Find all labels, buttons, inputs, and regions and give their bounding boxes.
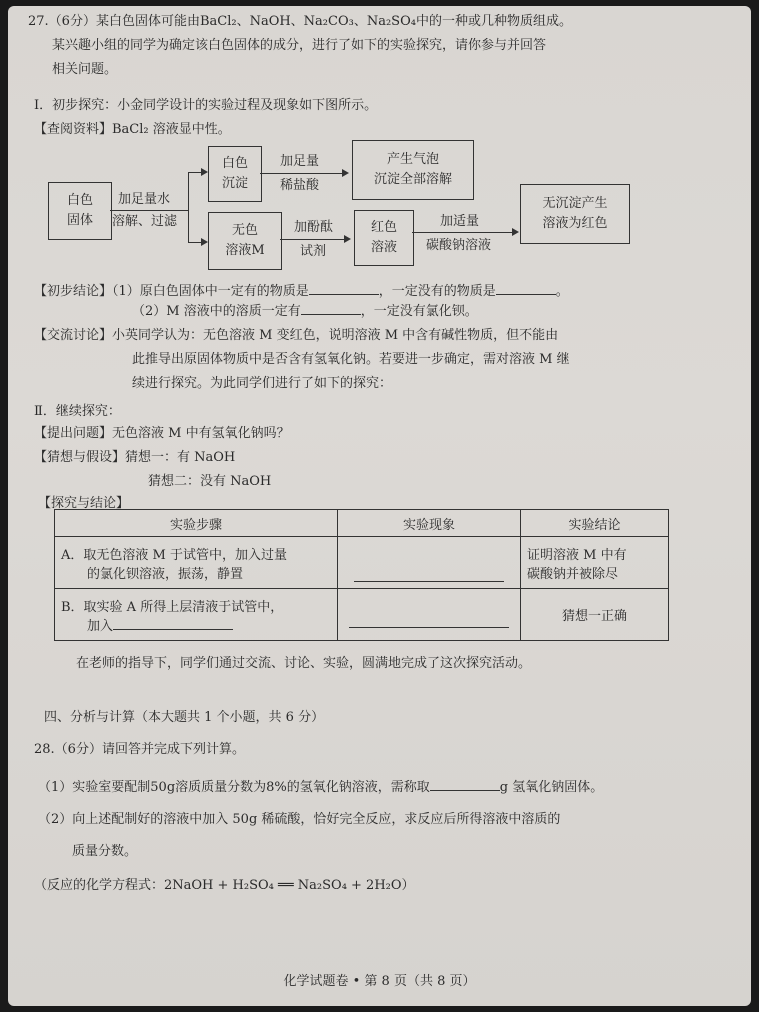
chemical-equation: （反应的化学方程式：2NaOH + H₂SO₄ ══ Na₂SO₄ + 2H₂O） <box>34 878 415 893</box>
header-conclusion: 实验结论 <box>521 510 669 537</box>
flow-line <box>260 173 344 174</box>
flow-final-result: 无沉淀产生 溶液为红色 <box>520 184 630 244</box>
hypothesis-2: 猜想二：没有 NaOH <box>148 474 272 489</box>
answer-blank[interactable] <box>301 302 361 315</box>
row-a-phenomenon <box>338 537 521 589</box>
flow-label-add-acid: 加足量 <box>280 154 320 169</box>
part2-title: Ⅱ．继续探究： <box>34 404 121 419</box>
flow-white-solid: 白色 固体 <box>48 182 112 240</box>
flow-branch-line <box>188 172 189 242</box>
discussion-line1: 【交流讨论】小英同学认为：无色溶液 M 变红色，说明溶液 M 中含有碱性物质，但不能由 <box>34 328 559 343</box>
closing-text: 在老师的指导下，同学们通过交流、讨论、实验，圆满地完成了这次探究活动。 <box>76 656 532 671</box>
flow-label-sodium-carbonate: 碳酸钠溶液 <box>426 238 492 253</box>
flow-bubbles-result: 产生气泡 沉淀全部溶解 <box>352 140 474 200</box>
reference-info: 【查阅资料】BaCl₂ 溶液显中性。 <box>34 122 231 137</box>
q27-line2: 某兴趣小组的同学为确定该白色固体的成分，进行了如下的实验探究，请你参与并回答 <box>52 38 547 53</box>
row-b-conclusion: 猜想一正确 <box>521 589 669 641</box>
q28-part2-line1: （2）向上述配制好的溶液中加入 50g 稀硫酸，恰好完全反应，求反应后所得溶液中溶质的 <box>38 812 561 827</box>
part1-title: Ⅰ．初步探究：小金同学设计的实验过程及现象如下图所示。 <box>34 98 378 113</box>
flow-label-reagent: 试剂 <box>300 244 327 259</box>
row-a-step: A．取无色溶液 M 于试管中，加入过量 的氯化钡溶液，振荡，静置 <box>55 537 338 589</box>
flow-line <box>280 239 346 240</box>
row-b-phenomenon <box>338 589 521 641</box>
preliminary-conclusion-1: 【初步结论】（1）原白色固体中一定有的物质是 ，一定没有的物质是 。 <box>34 284 569 299</box>
flow-label-dilute-hcl: 稀盐酸 <box>280 178 320 193</box>
q28-part2-line2: 质量分数。 <box>72 844 138 859</box>
arrow-icon <box>201 168 208 176</box>
table-row <box>55 537 669 589</box>
discussion-line2: 此推导出原固体物质中是否含有氢氧化钠。若要进一步确定，需对溶液 M 继 <box>132 352 570 367</box>
flow-line <box>110 210 188 211</box>
arrow-icon <box>342 169 349 177</box>
section4-title: 四、分析与计算（本大题共 1 个小题，共 6 分） <box>44 710 325 725</box>
explore-conclusion-title: 【探究与结论】 <box>38 496 130 511</box>
preliminary-conclusion-2: （2）M 溶液中的溶质一定有 ，一定没有氯化钡。 <box>132 304 478 319</box>
answer-blank[interactable] <box>354 569 504 582</box>
experiment-table <box>54 509 669 641</box>
hypothesis-1: 【猜想与假设】猜想一：有 NaOH <box>34 450 236 465</box>
flow-colorless-solution-m: 无色 溶液M <box>208 212 282 270</box>
flow-line <box>412 232 514 233</box>
row-b-step: B．取实验 A 所得上层清液于试管中， 加入 <box>55 589 338 641</box>
pose-question: 【提出问题】无色溶液 M 中有氢氧化钠吗？ <box>34 426 290 441</box>
page-footer: 化学试题卷 • 第 8 页（共 8 页） <box>283 974 476 989</box>
answer-blank[interactable] <box>496 282 556 295</box>
discussion-line3: 续进行探究。为此同学们进行了如下的探究： <box>132 376 393 391</box>
flow-white-precipitate: 白色 沉淀 <box>208 146 262 202</box>
flow-label-dissolve-filter: 溶解、过滤 <box>112 214 178 229</box>
table-row <box>55 589 669 641</box>
arrow-icon <box>201 238 208 246</box>
q28-heading: 28.（6分）请回答并完成下列计算。 <box>34 742 245 757</box>
answer-blank[interactable] <box>430 778 500 791</box>
q27-line3: 相关问题。 <box>52 62 118 77</box>
flow-label-add-water: 加足量水 <box>118 192 171 207</box>
answer-blank[interactable] <box>113 617 233 630</box>
flow-red-solution: 红色 溶液 <box>354 210 414 266</box>
exam-page <box>8 6 751 1006</box>
header-steps: 实验步骤 <box>55 510 338 537</box>
arrow-icon <box>344 235 351 243</box>
answer-blank[interactable] <box>349 615 509 628</box>
answer-blank[interactable] <box>309 282 379 295</box>
arrow-icon <box>512 228 519 236</box>
q28-part1: （1）实验室要配制50g溶质质量分数为8%的氢氧化钠溶液，需称取 g 氢氧化钠固体。 <box>38 780 604 795</box>
header-phenomena: 实验现象 <box>338 510 521 537</box>
row-a-conclusion: 证明溶液 M 中有 碳酸钠并被除尽 <box>521 537 669 589</box>
q27-heading: 27.（6分）某白色固体可能由BaCl₂、NaOH、Na₂CO₃、Na₂SO₄中的一种或几种物质组成。 <box>28 14 572 29</box>
flow-label-add-phenolphthalein: 加酚酞 <box>294 220 334 235</box>
table-header-row <box>55 510 669 537</box>
flow-label-add-appropriate: 加适量 <box>440 214 480 229</box>
